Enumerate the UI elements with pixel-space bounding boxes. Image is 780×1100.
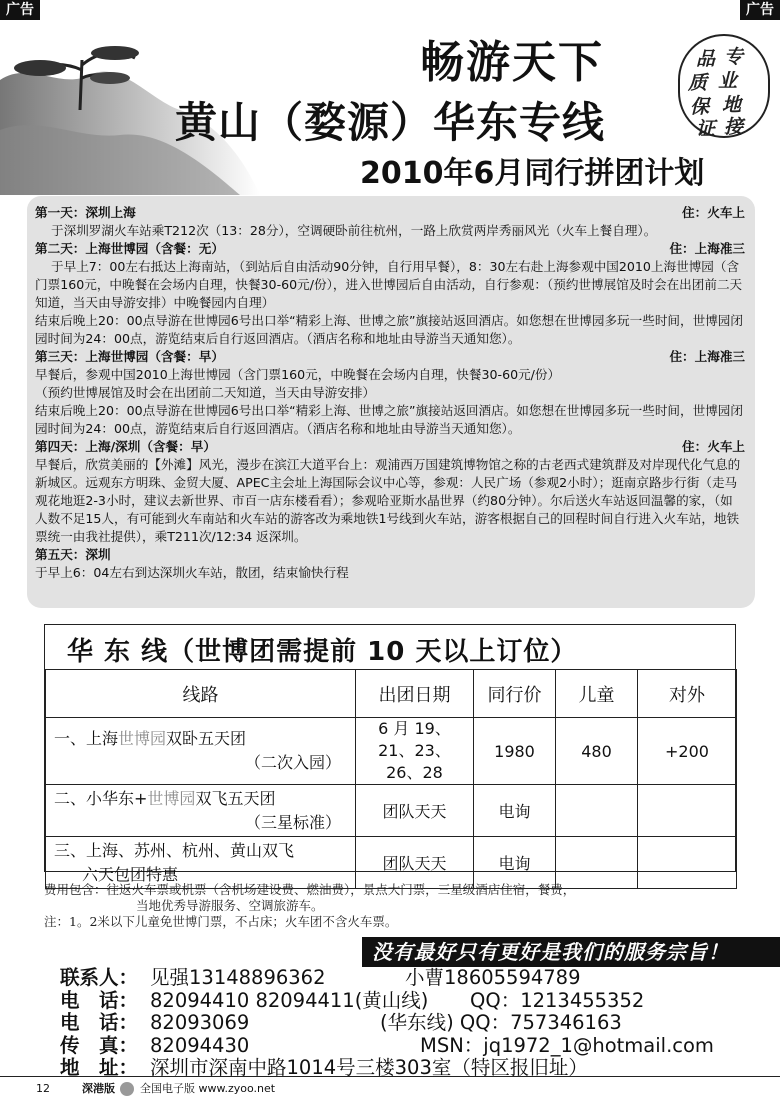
- day-text: 于早上6：04左右到达深圳火车站，散团，结束愉快行程: [35, 565, 349, 580]
- fees-info: [44, 882, 744, 930]
- contact-value-2: MSN：jq1972_1@hotmail.com: [420, 1033, 714, 1057]
- contact-value: 82093069: [150, 1011, 250, 1035]
- price-table: [45, 669, 737, 889]
- contact-row: [60, 990, 760, 1013]
- col-header-child: 儿童: [556, 670, 638, 718]
- contact-value: 深圳市深南中路1014号三楼303室（特区报旧址）: [150, 1056, 588, 1080]
- day-title: 第五天：深圳: [35, 547, 111, 562]
- quality-seal: [678, 34, 770, 138]
- seal-char: 业: [718, 70, 738, 92]
- fees-note: 注：1。2米以下儿童免世博门票，不占床；火车团不含火车票。: [44, 914, 398, 929]
- date-cell: 6 月 19、21、23、26、28: [356, 718, 474, 785]
- contact-value-2: (华东线) QQ：757346163: [380, 1011, 622, 1035]
- contact-label: 地 址：: [60, 1056, 139, 1080]
- contact-value: 见强13148896362: [150, 966, 326, 989]
- contact-value: 82094430: [150, 1033, 250, 1057]
- outside-cell: [638, 837, 737, 889]
- contact-label: 电 话：: [60, 988, 139, 1012]
- table-header-row: [46, 670, 737, 718]
- itinerary-day: [35, 438, 745, 546]
- table-row: [46, 837, 737, 889]
- price-cell: 1980: [474, 718, 556, 785]
- brand-title: 畅游天下: [420, 37, 604, 88]
- seal-char: 地: [722, 94, 742, 116]
- outside-cell: +200: [638, 718, 737, 785]
- child-cell: 480: [556, 718, 638, 785]
- day-stay: 住：上海准三: [669, 349, 745, 364]
- day-stay: 住：上海准三: [669, 241, 745, 256]
- seal-char: 质: [688, 72, 708, 94]
- day-text: 于深圳罗湖火车站乘T212次（13：28分），空调硬卧前往杭州，一路上欣赏两岸秀丽风光（火车上餐自理）。: [35, 223, 657, 238]
- contact-label: 传 真：: [60, 1033, 139, 1057]
- col-header-outside: 对外: [638, 670, 737, 718]
- table-row: [46, 718, 737, 785]
- route-note: （三星标准）: [244, 812, 341, 832]
- ad-label-right: 广告: [740, 0, 780, 20]
- seal-char: 接: [724, 116, 744, 138]
- route-name-end: 双卧五天团: [166, 729, 247, 748]
- fees-included-cont: 当地优秀导游服务、空调旅游车。: [136, 898, 324, 913]
- date-cell: 团队天天: [356, 785, 474, 837]
- col-header-date: 出团日期: [356, 670, 474, 718]
- outside-cell: [638, 785, 737, 837]
- page-title: 黄山（婺源）华东专线: [175, 98, 606, 147]
- price-cell: 电询: [474, 785, 556, 837]
- page-number: 12: [36, 1082, 50, 1095]
- itinerary-panel: [27, 196, 755, 608]
- itinerary-day: [35, 546, 745, 582]
- day-title: 第四天：上海/深圳（含餐：早）: [35, 439, 216, 454]
- contact-block: [60, 967, 760, 1080]
- price-cell: 电询: [474, 837, 556, 889]
- contact-value-2: QQ：1213455352: [470, 988, 645, 1012]
- col-header-price: 同行价: [474, 670, 556, 718]
- day-text: 早餐后，参观中国2010上海世博园（含门票160元，中晚餐在会场内自理，快餐30-60元/份） （预约世博展馆及时会在出团前二天知道，当天由导游安排） 结束后晚上20：00点导游在世博园6号出口举“精彩上海、世博之旅”旗接站返回酒店。如您想在世博园多玩一些时间，世博园闭园时间为24：00点，游览结束后自行返回酒店。（酒店名称和地址由导游当天通知您）。: [35, 367, 743, 436]
- price-table-title: 华 东 线（世博团需提前 10 天以上订位）: [67, 637, 578, 667]
- day-stay: 住：火车上: [682, 205, 745, 220]
- service-slogan: 没有最好只有更好是我们的服务宗旨！: [362, 937, 780, 967]
- seal-char: 专: [724, 46, 744, 68]
- route-cell: [46, 785, 356, 837]
- logo-icon: [120, 1082, 134, 1096]
- fees-included: 费用包含：往返火车票或机票（含机场建设费、燃油费），景点大门票，三星级酒店住宿，餐费，: [44, 882, 576, 897]
- col-header-route: 线路: [46, 670, 356, 718]
- itinerary-day: [35, 204, 745, 240]
- route-cell: [46, 837, 356, 889]
- day-title: 第三天：上海世博园（含餐：早）: [35, 349, 224, 364]
- seal-char: 品: [696, 48, 716, 70]
- itinerary-day: [35, 348, 745, 438]
- contact-row: [60, 1035, 760, 1058]
- contact-value: 82094410 82094411(黄山线): [150, 988, 429, 1012]
- route-name: 一、上海: [54, 729, 119, 748]
- route-name: 三、上海、苏州、杭州、黄山双飞: [54, 840, 295, 860]
- child-cell: [556, 785, 638, 837]
- route-note: 六天包团特惠: [82, 864, 179, 884]
- route-name: 二、小华东+: [54, 788, 148, 808]
- day-title: 第二天：上海世博园（含餐：无）: [35, 241, 224, 256]
- route-note: （二次入园）: [244, 753, 341, 772]
- child-cell: [556, 837, 638, 889]
- page-footer: [0, 1076, 780, 1100]
- ad-label-left: 广告: [0, 0, 40, 20]
- contact-label: 联系人：: [60, 966, 139, 989]
- header: [0, 0, 780, 195]
- date-cell: 团队天天: [356, 837, 474, 889]
- edition-label: 深港版: [82, 1082, 115, 1095]
- price-table-box: [44, 624, 736, 884]
- contact-value-2: 小曹18605594789: [405, 966, 581, 989]
- day-text: 于早上7：00左右抵达上海南站，（到站后自由活动90分钟，自行用早餐），8：30左右赴上海参观中国2010上海世博园（含门票160元，中晚餐在会场内自理，快餐30-60元/份），进入世博园后自由活动，自行参观：（预约世博展馆及时会在出团前二天知道，当天由导游安排）中晚餐园内自理） 结束后晚上20：00点导游在世博园6号出口举“精彩上海、世博之旅”旗接站返回酒店。如您想在世博园多玩一些时间，世博园闭园时间为24：00点，游览结束后自行返回酒店。（酒店名称和地址由导游当天通知您）。: [35, 259, 743, 346]
- contact-row: [60, 967, 760, 990]
- route-name-end: 双飞五天团: [195, 788, 276, 808]
- route-highlight: 世博园: [147, 788, 196, 808]
- contact-row: [60, 1012, 760, 1035]
- website-link[interactable]: 全国电子版 www.zyoo.net: [140, 1082, 276, 1095]
- seal-char: 保: [690, 96, 710, 118]
- itinerary-day: [35, 240, 745, 348]
- day-stay: 住：火车上: [682, 439, 745, 454]
- seal-char: 证: [696, 118, 716, 140]
- day-title: 第一天：深圳上海: [35, 205, 136, 220]
- day-text: 早餐后，欣赏美丽的【外滩】风光，漫步在滨江大道平台上：观浦西万国建筑博物馆之称的古老西式建筑群及对岸现代化气息的新城区。远观东方明珠、金贸大厦、APEC主会址上海国际会议中心等，参观：人民广场（参观2小时）；逛南京路步行街（走马观花地逛2-3小时，建议去新世界、市百一店东楼看看）；参观哈亚斯水晶世界（约80分钟）。尔后送火车站返回温馨的家，（如人数不足15人，有可能到火车南站和火车站的游客改为乘地铁1号线到火车站，游客根据自己的回程时间自行进入火车站，地铁票统一由我社提供），乘T211次/12:34 返深圳。: [35, 457, 741, 544]
- table-row: [46, 785, 737, 837]
- route-highlight: 世博园: [118, 729, 167, 748]
- route-cell: [46, 718, 356, 785]
- contact-label: 电 话：: [60, 1011, 139, 1035]
- page-subtitle: 2010年6月同行拼团计划: [360, 156, 705, 191]
